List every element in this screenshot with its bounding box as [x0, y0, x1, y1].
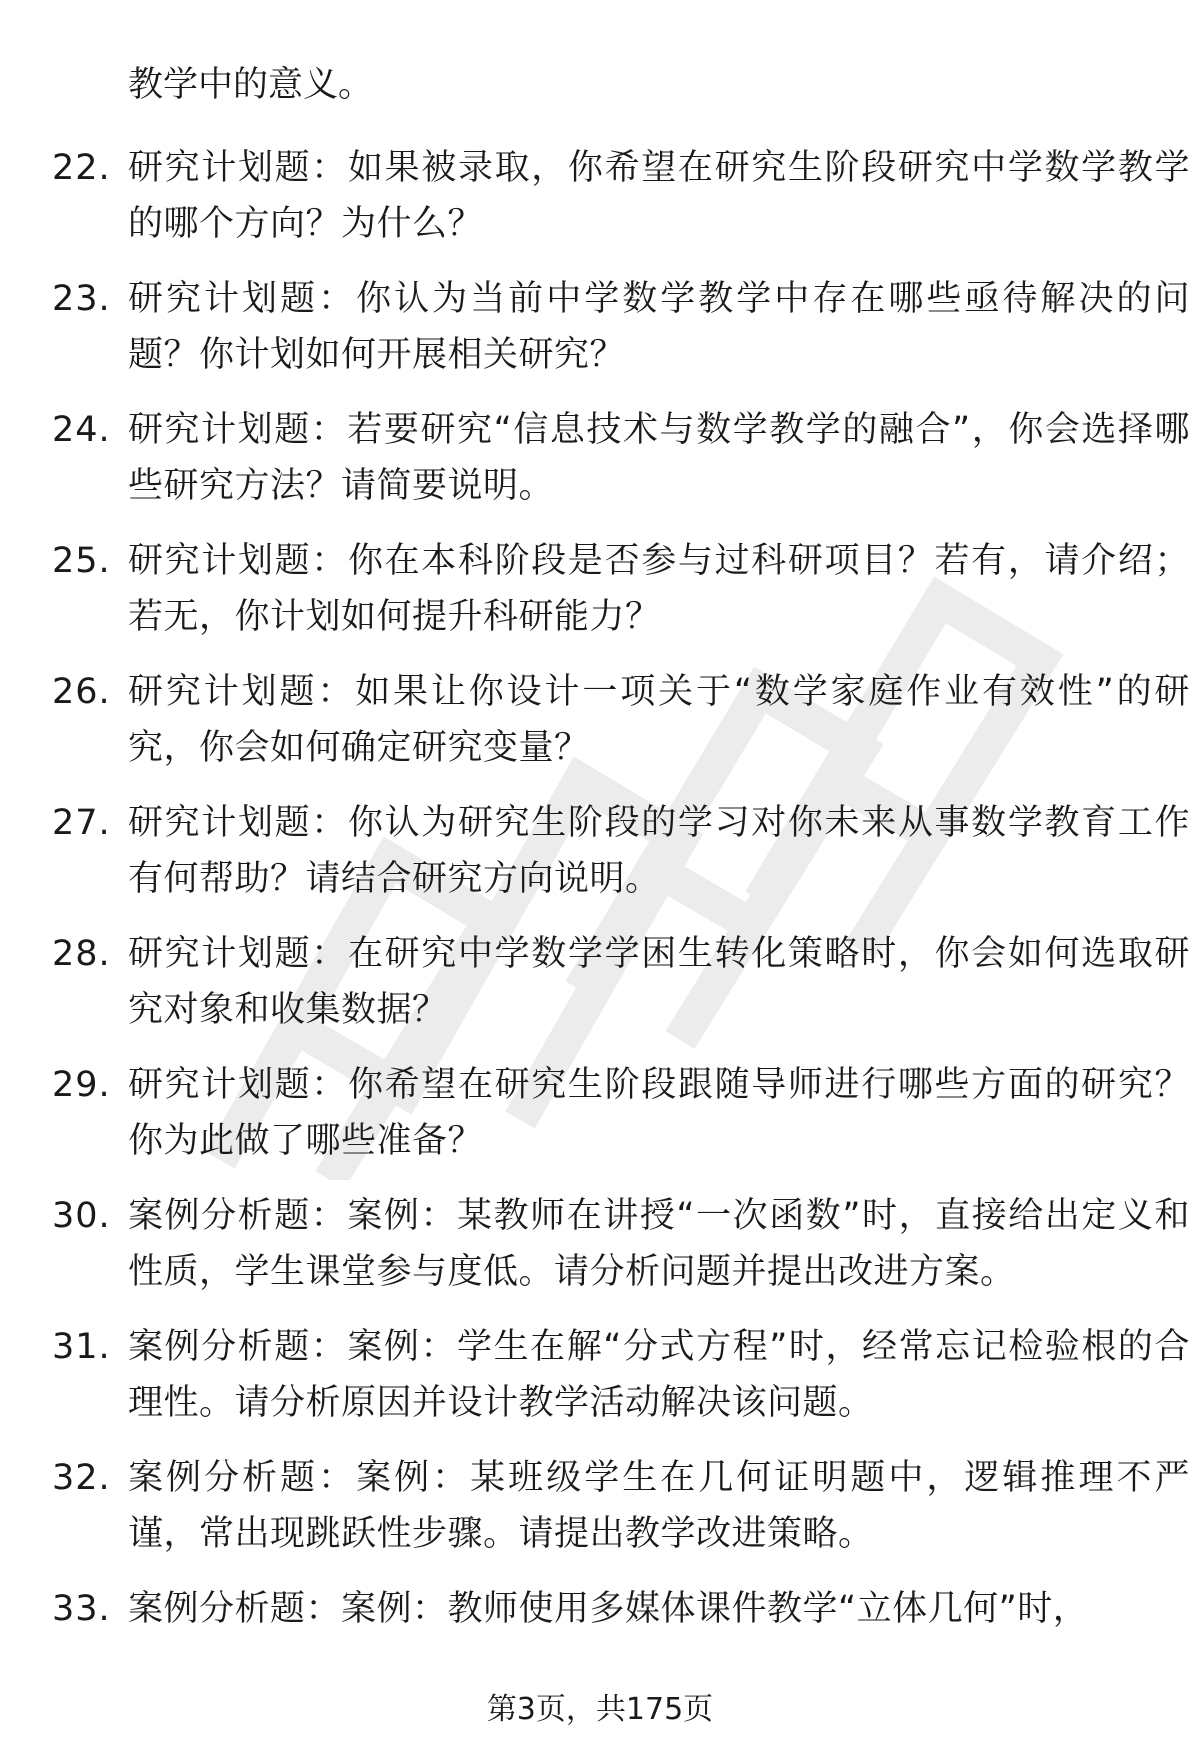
continuation-text: 教学中的意义。 [128, 65, 374, 105]
question-text: 研究计划题：你认为当前中学数学教学中存在哪些亟待解决的问题？你计划如何开展相关研究？ [128, 279, 1190, 375]
question-text: 研究计划题：你在本科阶段是否参与过科研项目？若有，请介绍；若无，你计划如何提升科研能力？ [128, 541, 1190, 637]
question-item [52, 1319, 1190, 1450]
question-number: 29. [52, 1065, 111, 1105]
page-footer: 第3页，共175页 [486, 1692, 714, 1727]
question-number: 28. [52, 934, 111, 974]
question-text: 研究计划题：如果被录取，你希望在研究生阶段研究中学数学教学的哪个方向？为什么？ [128, 148, 1190, 244]
question-number: 33. [52, 1589, 111, 1629]
question-number: 32. [52, 1458, 111, 1498]
question-text: 案例分析题：案例：某教师在讲授“一次函数”时，直接给出定义和性质，学生课堂参与度低。请分析问题并提出改进方案。 [128, 1196, 1190, 1292]
question-text: 案例分析题：案例：教师使用多媒体课件教学“立体几何”时， [128, 1589, 1089, 1629]
question-item [52, 1057, 1190, 1188]
question-number: 25. [52, 541, 111, 581]
question-list [52, 140, 1190, 1712]
question-text: 研究计划题：你认为研究生阶段的学习对你未来从事数学教育工作有何帮助？请结合研究方向说明。 [128, 803, 1190, 899]
question-text: 案例分析题：案例：学生在解“分式方程”时，经常忘记检验根的合理性。请分析原因并设计教学活动解决该问题。 [128, 1327, 1190, 1423]
question-number: 22. [52, 148, 111, 188]
question-item [52, 271, 1190, 402]
question-text: 研究计划题：在研究中学数学学困生转化策略时，你会如何选取研究对象和收集数据？ [128, 934, 1190, 1030]
question-item [52, 1188, 1190, 1319]
question-text: 研究计划题：如果让你设计一项关于“数学家庭作业有效性”的研究，你会如何确定研究变量？ [128, 672, 1190, 768]
question-text: 研究计划题：若要研究“信息技术与数学教学的融合”，你会选择哪些研究方法？请简要说明。 [128, 410, 1190, 506]
question-item [52, 402, 1190, 533]
question-item [52, 533, 1190, 664]
question-text: 案例分析题：案例：某班级学生在几何证明题中，逻辑推理不严谨，常出现跳跃性步骤。请提出教学改进策略。 [128, 1458, 1190, 1554]
question-number: 26. [52, 672, 111, 712]
question-number: 23. [52, 279, 111, 319]
question-number: 30. [52, 1196, 111, 1236]
question-item [52, 1450, 1190, 1581]
question-item [52, 926, 1190, 1057]
question-item [52, 140, 1190, 271]
question-number: 31. [52, 1327, 111, 1367]
question-number: 24. [52, 410, 111, 450]
question-number: 27. [52, 803, 111, 843]
question-text: 研究计划题：你希望在研究生阶段跟随导师进行哪些方面的研究？你为此做了哪些准备？ [128, 1065, 1190, 1161]
question-item [52, 664, 1190, 795]
question-item [52, 795, 1190, 926]
